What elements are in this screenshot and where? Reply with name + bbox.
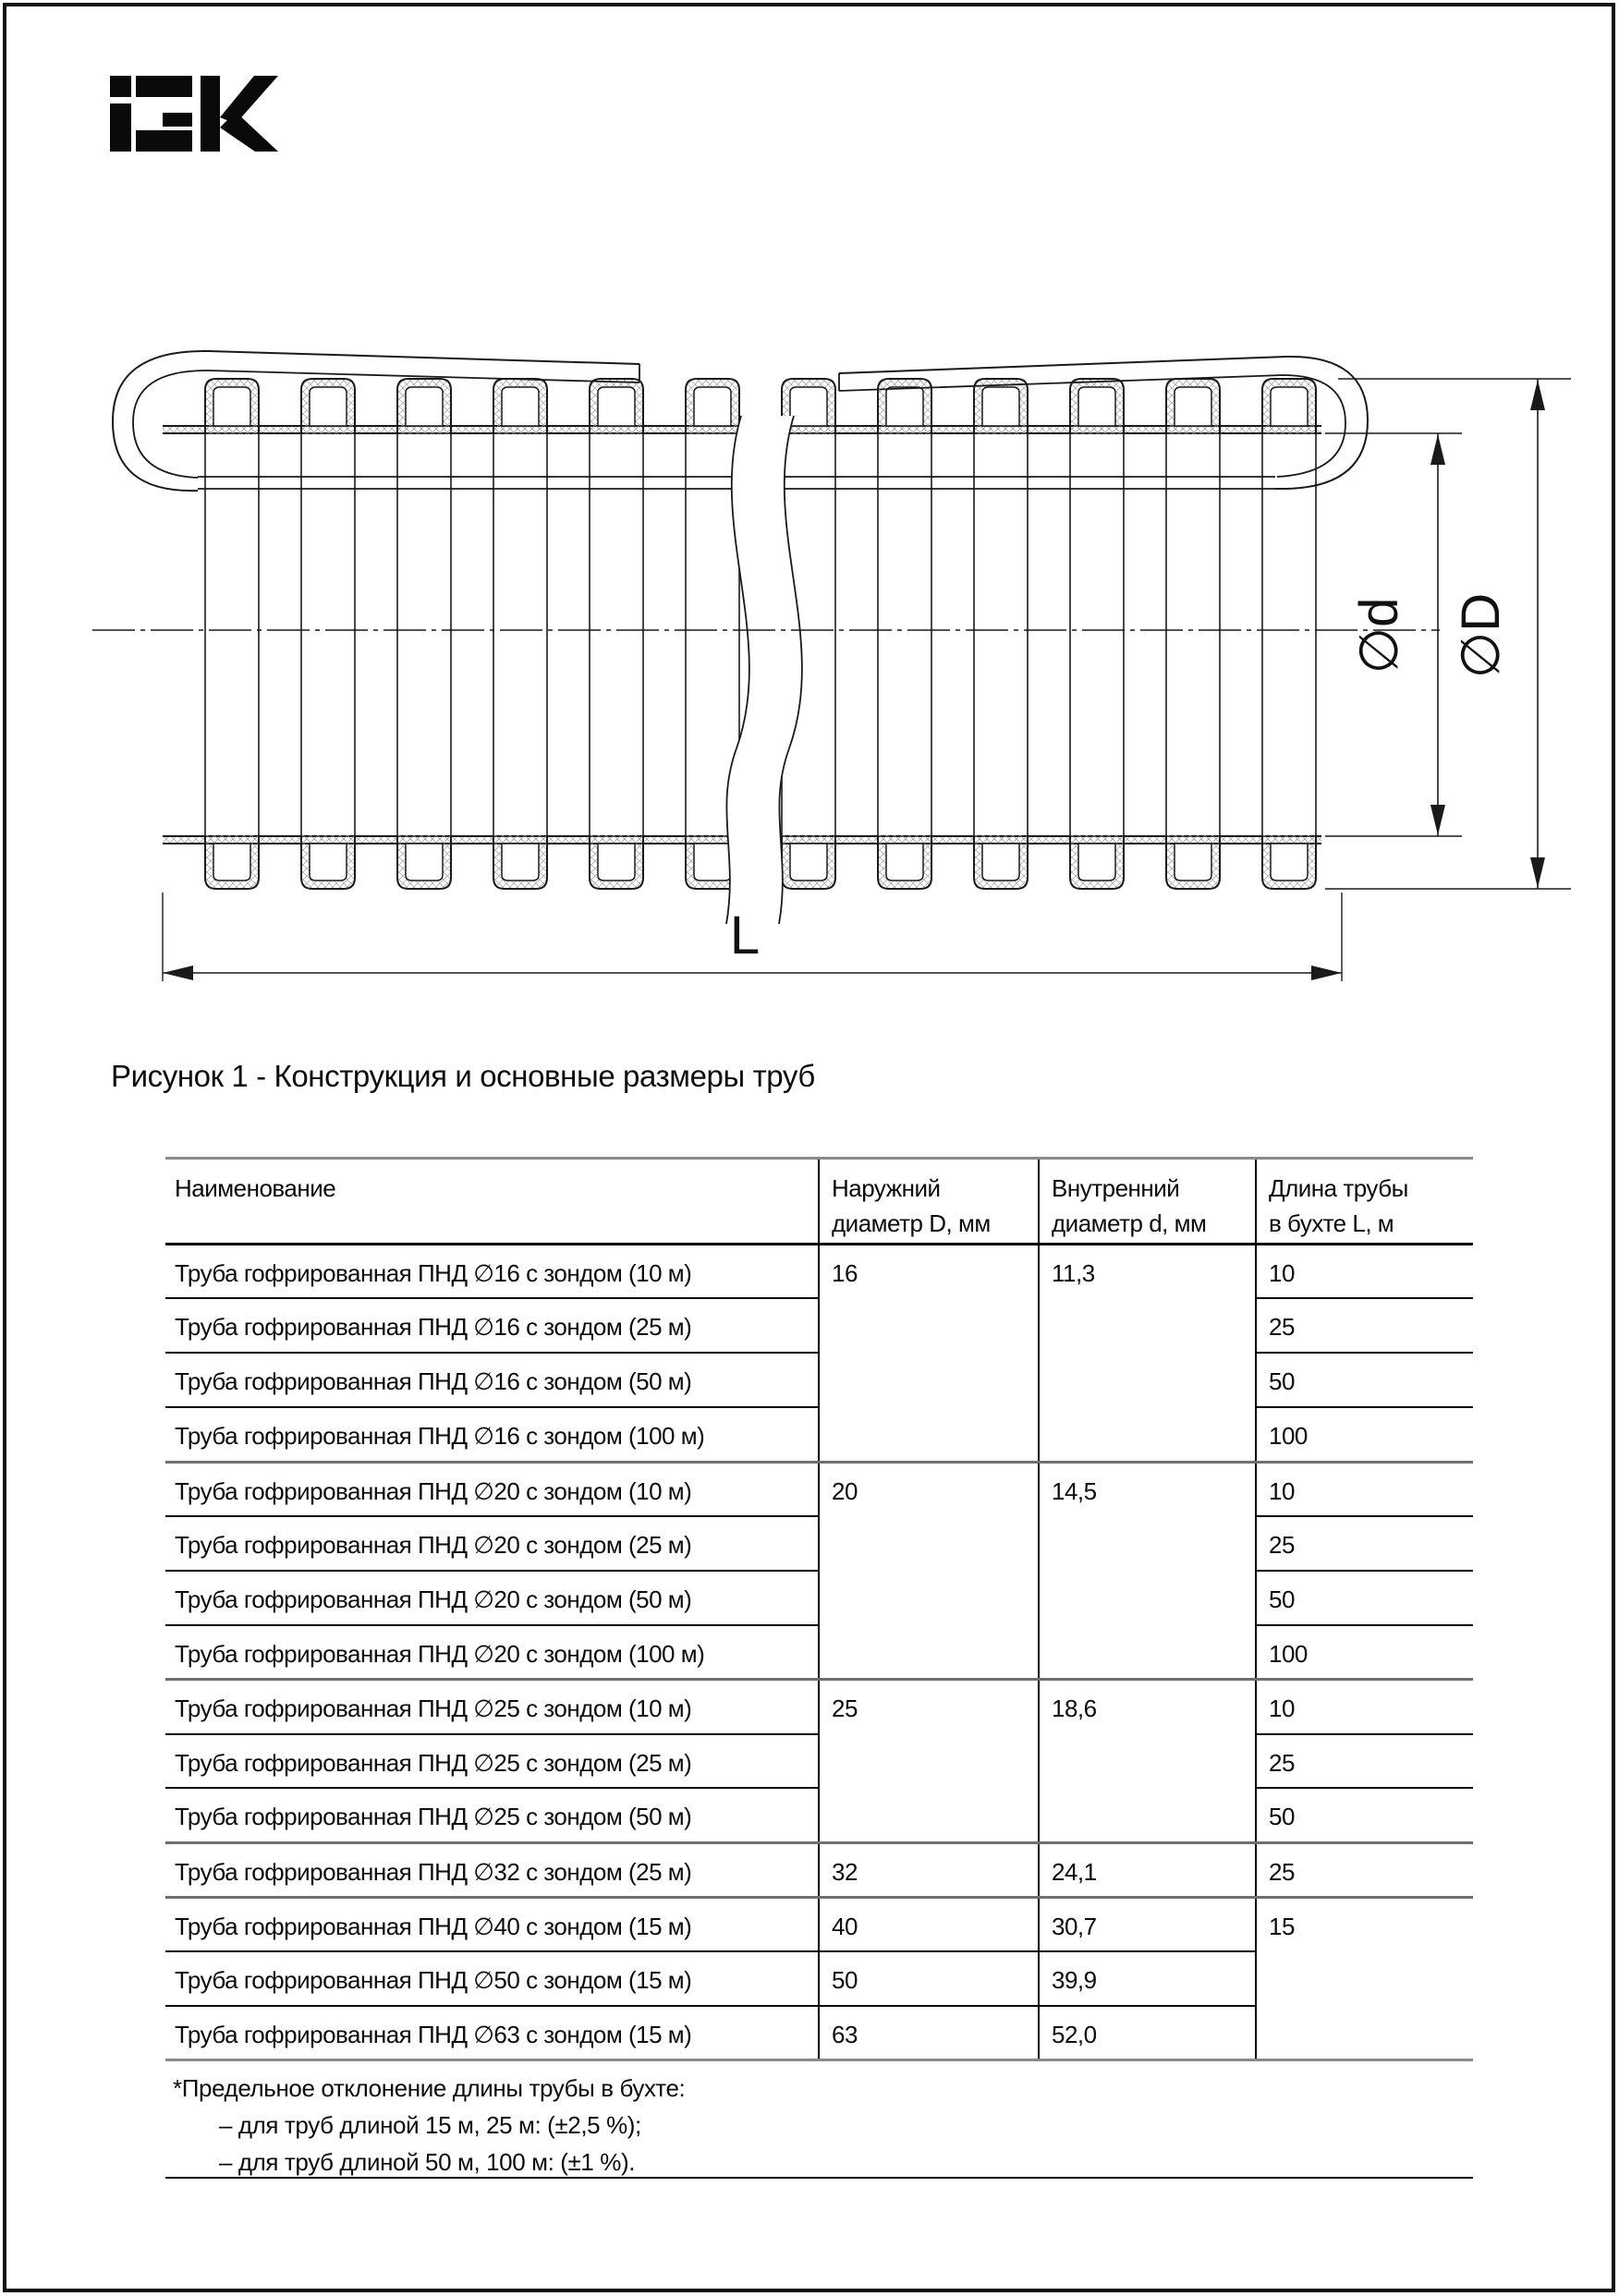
cell-length: 25 bbox=[1256, 1298, 1473, 1353]
cell-name: Труба гофрированная ПНД ∅20 с зондом (50 м) bbox=[165, 1571, 819, 1625]
cell-name: Труба гофрированная ПНД ∅50 с зондом (15 м) bbox=[165, 1951, 819, 2006]
spec-table-container bbox=[165, 1157, 1473, 2061]
col-header-name: Наименование bbox=[165, 1159, 819, 1245]
cell-length: 100 bbox=[1256, 1407, 1473, 1462]
cell-length: 25 bbox=[1256, 1516, 1473, 1571]
table-row bbox=[165, 1842, 1473, 1897]
cell-name: Труба гофрированная ПНД ∅25 с зондом (10 м) bbox=[165, 1680, 819, 1734]
footnote bbox=[173, 2070, 685, 2181]
cell-outer-diameter: 16 bbox=[819, 1245, 1039, 1463]
cell-inner-diameter: 24,1 bbox=[1039, 1842, 1256, 1897]
footnote-line: – для труб длиной 15 м, 25 м: (±2,5 %); bbox=[219, 2111, 641, 2139]
cell-name: Труба гофрированная ПНД ∅20 с зондом (25 м) bbox=[165, 1516, 819, 1571]
cell-name: Труба гофрированная ПНД ∅40 с зондом (15 м) bbox=[165, 1897, 819, 1951]
footnote-line: – для труб длиной 50 м, 100 м: (±1 %). bbox=[219, 2148, 636, 2176]
cell-outer-diameter: 50 bbox=[819, 1951, 1039, 2006]
cell-name: Труба гофрированная ПНД ∅25 с зондом (25 м) bbox=[165, 1734, 819, 1789]
col-header-outer-diameter: Наружний диаметр D, мм bbox=[819, 1159, 1039, 1245]
svg-text:∅D: ∅D bbox=[1451, 592, 1511, 679]
figure-caption: Рисунок 1 - Конструкция и основные размеры труб bbox=[111, 1059, 815, 1093]
cell-length: 25 bbox=[1256, 1842, 1473, 1897]
cell-name: Труба гофрированная ПНД ∅25 с зондом (50 м) bbox=[165, 1788, 819, 1842]
cell-name: Труба гофрированная ПНД ∅63 с зондом (15 м) bbox=[165, 2006, 819, 2060]
cell-outer-diameter: 32 bbox=[819, 1842, 1039, 1897]
cell-name: Труба гофрированная ПНД ∅16 с зондом (100 м) bbox=[165, 1407, 819, 1462]
cell-name: Труба гофрированная ПНД ∅32 с зондом (25 м) bbox=[165, 1842, 819, 1897]
cell-name: Труба гофрированная ПНД ∅16 с зондом (25 м) bbox=[165, 1298, 819, 1353]
cell-inner-diameter: 18,6 bbox=[1039, 1680, 1256, 1843]
cell-inner-diameter: 14,5 bbox=[1039, 1462, 1256, 1680]
footnote-rule bbox=[165, 2177, 1473, 2179]
cell-inner-diameter: 11,3 bbox=[1039, 1245, 1256, 1463]
cell-outer-diameter: 63 bbox=[819, 2006, 1039, 2060]
table-row bbox=[165, 1245, 1473, 1299]
table-header-row bbox=[165, 1159, 1473, 1245]
cell-outer-diameter: 40 bbox=[819, 1897, 1039, 1951]
cell-length: 25 bbox=[1256, 1734, 1473, 1789]
cell-name: Труба гофрированная ПНД ∅20 с зондом (100 м) bbox=[165, 1625, 819, 1680]
cell-outer-diameter: 25 bbox=[819, 1680, 1039, 1843]
cell-inner-diameter: 30,7 bbox=[1039, 1897, 1256, 1951]
cell-length: 10 bbox=[1256, 1245, 1473, 1299]
cell-length: 10 bbox=[1256, 1680, 1473, 1734]
spec-table bbox=[165, 1157, 1473, 2061]
svg-text:∅d: ∅d bbox=[1349, 597, 1409, 674]
pipe-drawing bbox=[0, 0, 1619, 1109]
cell-outer-diameter: 20 bbox=[819, 1462, 1039, 1680]
svg-text:L: L bbox=[729, 905, 761, 966]
cell-name: Труба гофрированная ПНД ∅16 с зондом (10 м) bbox=[175, 1259, 692, 1287]
cell-name: Труба гофрированная ПНД ∅16 с зондом (50 м) bbox=[165, 1353, 819, 1407]
table-row bbox=[165, 1897, 1473, 1951]
col-header-inner-diameter: Внутренний диаметр d, мм bbox=[1039, 1159, 1256, 1245]
table-row bbox=[165, 1462, 1473, 1516]
cell-inner-diameter: 39,9 bbox=[1039, 1951, 1256, 2006]
cell-length: 100 bbox=[1256, 1625, 1473, 1680]
cell-inner-diameter: 52,0 bbox=[1039, 2006, 1256, 2060]
cell-length: 50 bbox=[1256, 1571, 1473, 1625]
footnote-line: *Предельное отклонение длины трубы в бухте: bbox=[173, 2074, 686, 2102]
cell-length: 10 bbox=[1256, 1462, 1473, 1516]
cell-length: 15 bbox=[1256, 1897, 1473, 2060]
table-row bbox=[165, 1680, 1473, 1734]
col-header-length: Длина трубы в бухте L, м bbox=[1256, 1159, 1473, 1245]
cell-length: 50 bbox=[1256, 1353, 1473, 1407]
cell-length: 50 bbox=[1256, 1788, 1473, 1842]
cell-name: Труба гофрированная ПНД ∅20 с зондом (10 м) bbox=[165, 1462, 819, 1516]
